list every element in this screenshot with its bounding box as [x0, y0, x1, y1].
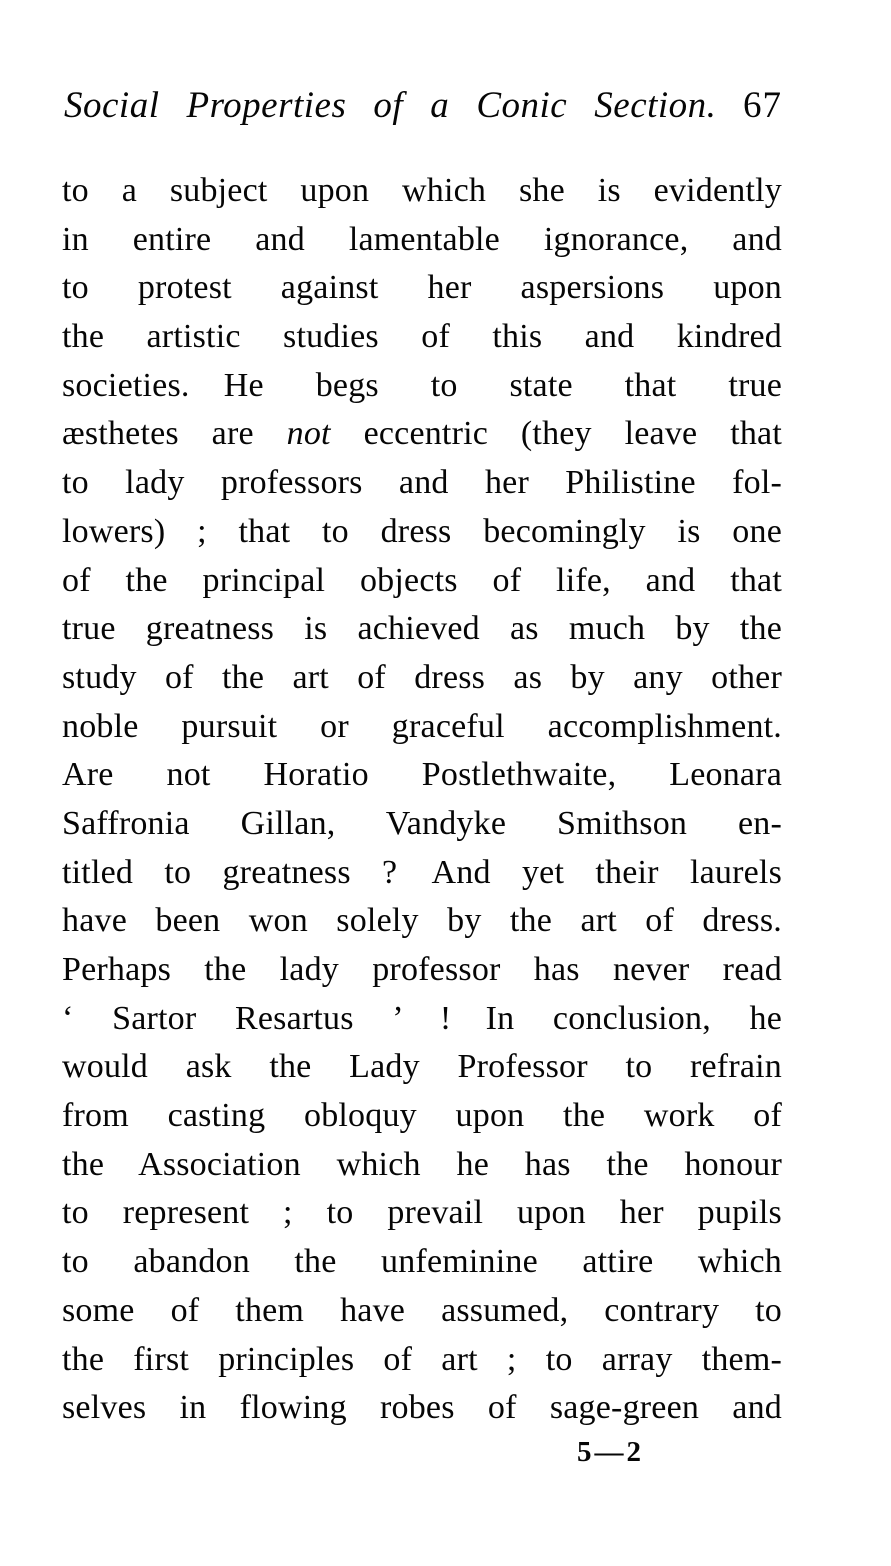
text-segment: Perhaps the lady professor has never read [62, 951, 782, 988]
text-line [62, 897, 782, 946]
text-line [62, 362, 782, 411]
text-line [62, 264, 782, 313]
text-segment: to a subject upon which she is evidently [62, 172, 782, 209]
text-line [62, 459, 782, 508]
text-line [62, 751, 782, 800]
running-head [64, 80, 782, 132]
text-segment: the Association which he has the honour [62, 1145, 782, 1183]
italic-text-segment: not [286, 415, 331, 453]
text-segment: titled to greatness ? And yet their laurels [62, 853, 782, 891]
text-line [62, 508, 782, 557]
text-segment: from casting obloquy upon the work of [62, 1097, 782, 1135]
text-line [62, 1141, 782, 1190]
running-head-title: Social Properties of a Conic Section. [64, 85, 717, 126]
text-segment: noble pursuit or graceful accomplishment. [62, 707, 782, 745]
text-line [62, 410, 782, 459]
text-line [62, 605, 782, 654]
text-line [62, 800, 782, 849]
text-segment: true greatness is achieved as much by the [62, 610, 782, 648]
text-line [62, 849, 782, 898]
text-segment: of the principal objects of life, and that [62, 561, 782, 599]
text-line [62, 1287, 782, 1336]
text-segment: æsthetes are [62, 415, 287, 453]
text-line [62, 1189, 782, 1238]
text-segment: study of the art of dress as by any other [62, 658, 782, 696]
text-segment: to protest against her aspersions upon [62, 269, 782, 307]
text-line [62, 167, 782, 216]
text-segment: selves in flowing robes of sage-green and [62, 1389, 782, 1427]
text-segment: Are not Horatio Postlethwaite, Leonara [62, 756, 782, 794]
text-line [62, 1384, 782, 1433]
signature-mark: 5—2 [577, 1436, 644, 1468]
text-segment: to lady professors and her Philistine fol- [62, 464, 782, 502]
text-segment: have been won solely by the art of dress. [62, 902, 782, 940]
text-segment: ‘ Sartor Resartus ’ ! In conclusion, he [62, 999, 782, 1037]
text-segment: lowers) ; that to dress becomingly is one [62, 512, 782, 550]
page-body [62, 167, 782, 1433]
text-segment: in entire and lamentable ignorance, and [62, 220, 782, 258]
text-line [62, 313, 782, 362]
text-line [62, 946, 782, 995]
text-line [62, 1092, 782, 1141]
text-line [62, 1336, 782, 1385]
text-line [62, 557, 782, 606]
text-segment: Saffronia Gillan, Vandyke Smithson en- [62, 804, 782, 842]
page-number: 67 [743, 85, 782, 126]
text-line [62, 1238, 782, 1287]
text-segment: to abandon the unfeminine attire which [62, 1243, 782, 1281]
text-segment: societies. He begs to state that true [62, 366, 782, 404]
text-segment: eccentric (they leave that [330, 415, 782, 453]
text-line [62, 995, 782, 1044]
text-segment: the first principles of art ; to array them- [62, 1340, 782, 1378]
text-line [62, 654, 782, 703]
text-segment: to represent ; to prevail upon her pupils [62, 1194, 782, 1232]
text-line [62, 703, 782, 752]
text-line [62, 216, 782, 265]
text-segment: would ask the Lady Professor to refrain [62, 1048, 782, 1086]
text-segment: the artistic studies of this and kindred [62, 318, 782, 356]
text-line [62, 1043, 782, 1092]
text-segment: some of them have assumed, contrary to [62, 1291, 782, 1329]
